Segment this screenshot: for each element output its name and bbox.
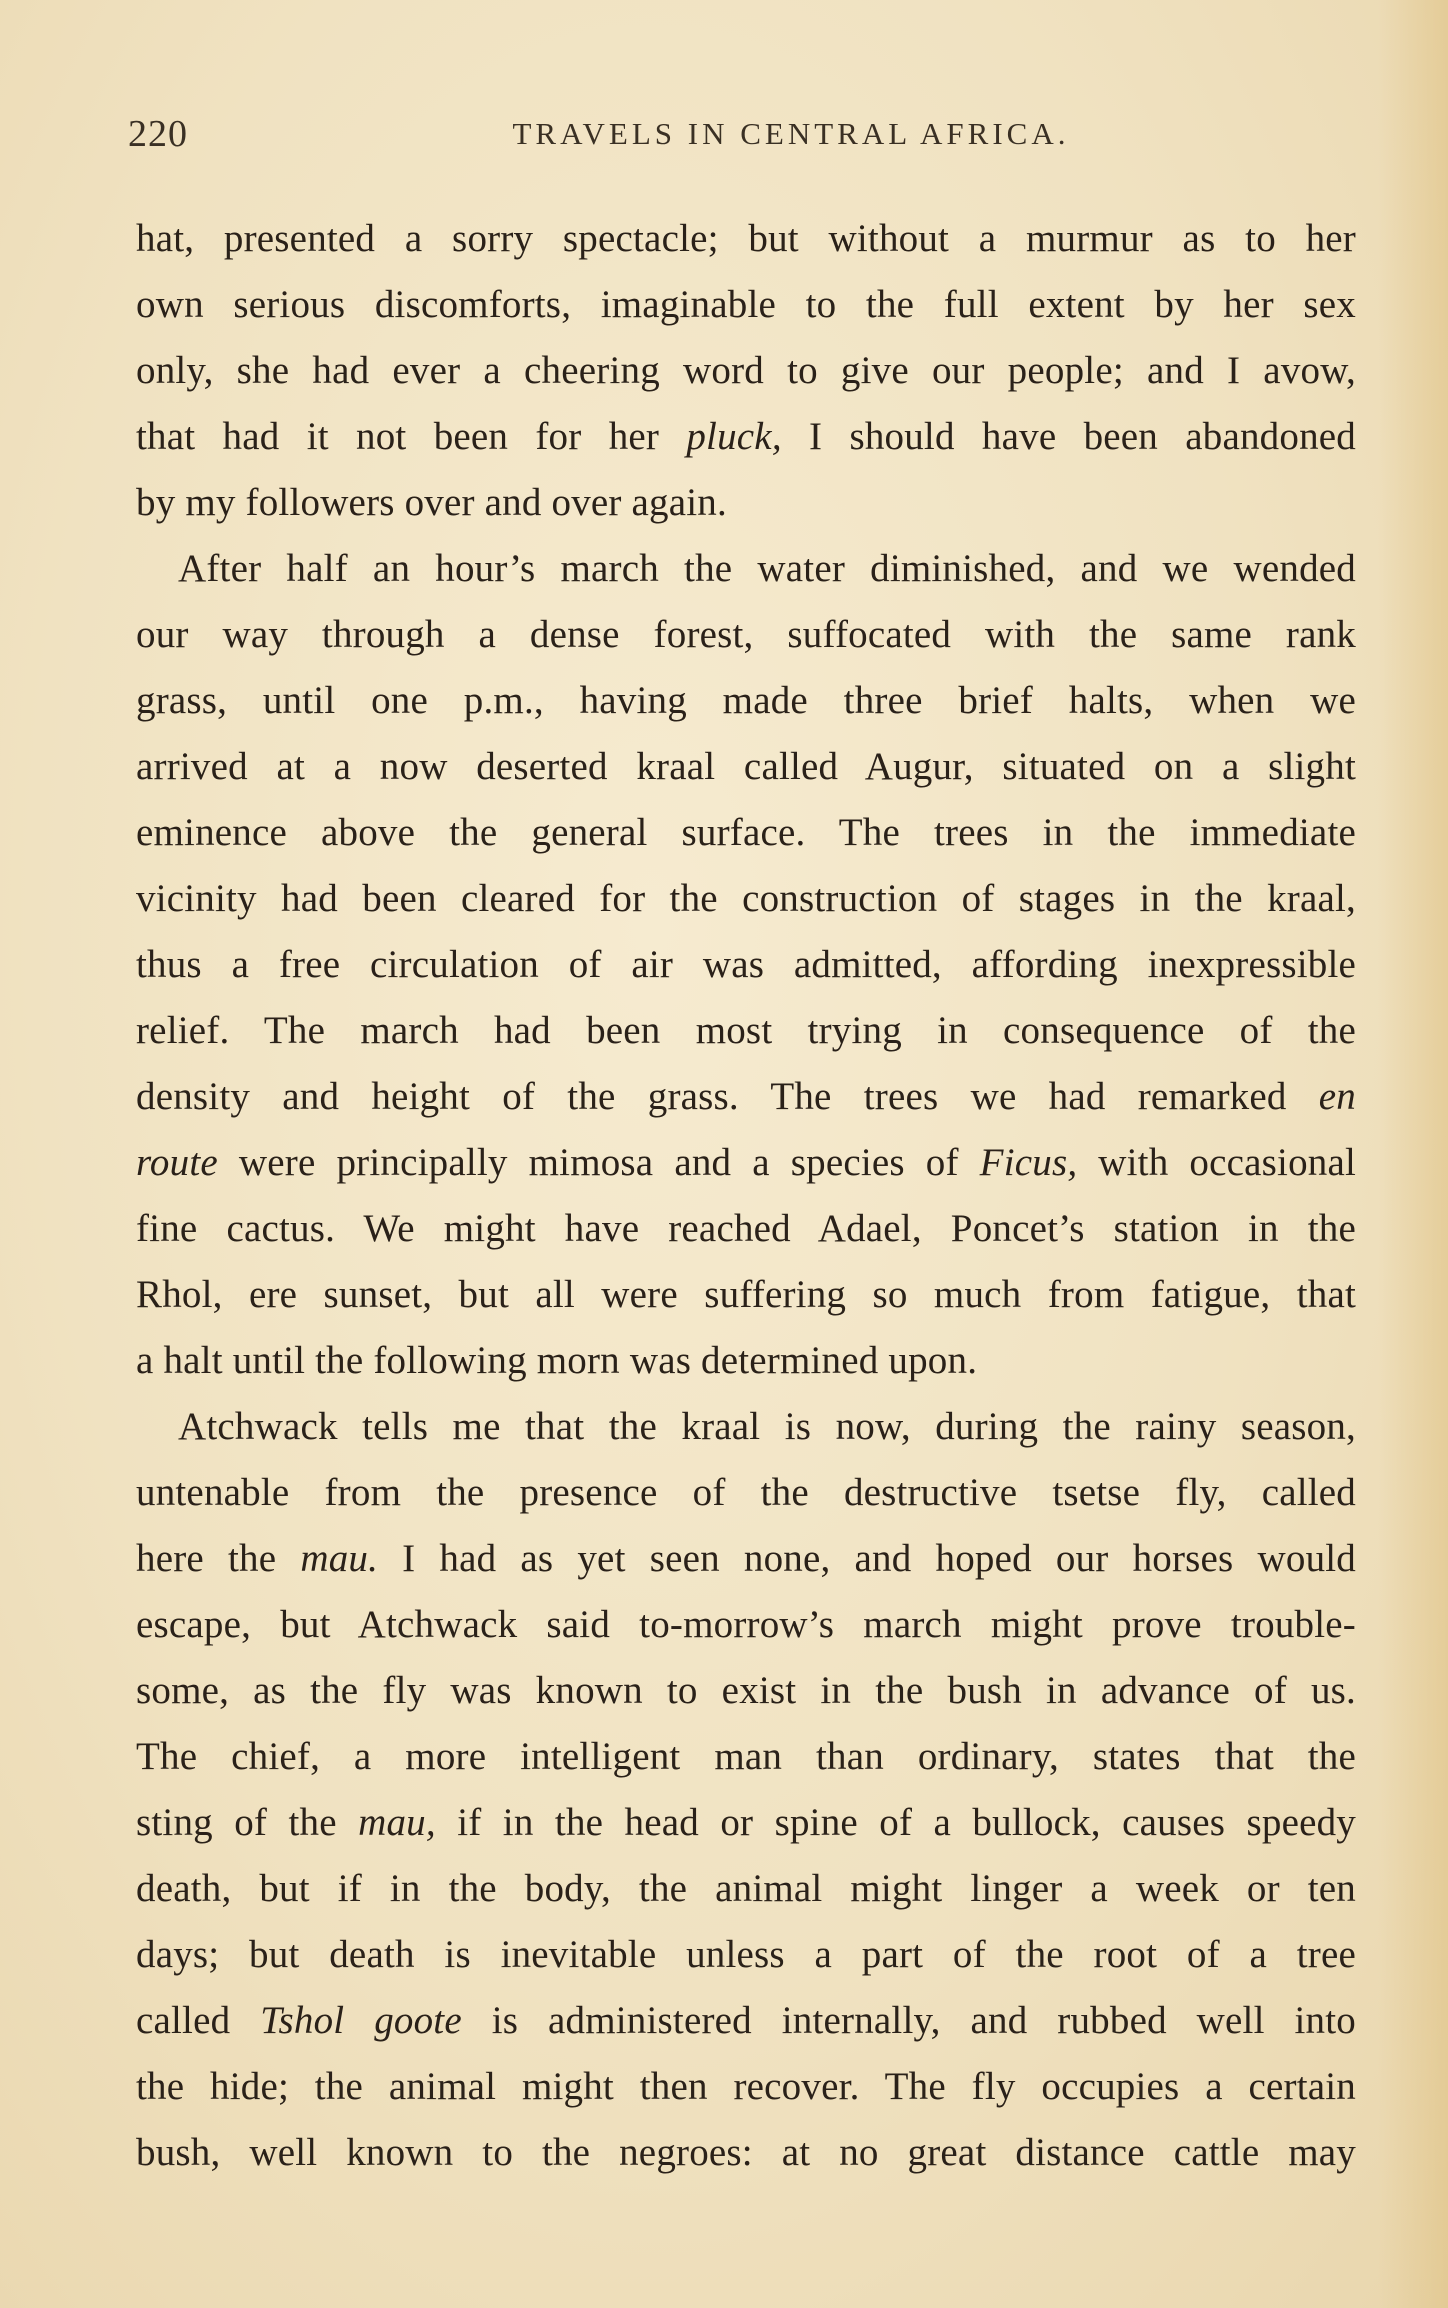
text-line bbox=[136, 932, 1356, 998]
italic-text: Ficus, bbox=[979, 1141, 1078, 1184]
text-line bbox=[136, 866, 1356, 932]
text-segment: untenable from the presence of the destructive tsetse fly, called bbox=[136, 1471, 1356, 1514]
text-segment: only, she had ever a cheering word to give our people; and I avow, bbox=[136, 349, 1356, 392]
text-segment: if in the head or spine of a bullock, causes speedy bbox=[435, 1801, 1356, 1844]
text-line bbox=[136, 1130, 1356, 1196]
text-segment: fine cactus. We might have reached Adael, Poncet’s station in the bbox=[136, 1207, 1356, 1250]
text-segment: sting of the bbox=[136, 1801, 359, 1844]
text-line bbox=[136, 602, 1356, 668]
text-line bbox=[136, 998, 1356, 1064]
text-line bbox=[136, 1526, 1356, 1592]
text-line bbox=[136, 1988, 1356, 2054]
text-line bbox=[136, 734, 1356, 800]
text-segment: hat, presented a sorry spectacle; but without a murmur as to her bbox=[136, 217, 1356, 260]
italic-text: mau. bbox=[300, 1537, 379, 1580]
text-line bbox=[136, 1922, 1356, 1988]
text-line bbox=[136, 1328, 1356, 1394]
text-line bbox=[136, 1196, 1356, 1262]
text-segment: with occasional bbox=[1077, 1141, 1357, 1184]
text-segment: our way through a dense forest, suffocated with the same rank bbox=[136, 613, 1356, 656]
text-line bbox=[136, 272, 1356, 338]
text-segment: density and height of the grass. The trees we had remarked bbox=[136, 1075, 1319, 1118]
page-header bbox=[128, 112, 1364, 162]
text-segment: own serious discomforts, imaginable to the full extent by her sex bbox=[136, 283, 1356, 326]
text-line bbox=[136, 1790, 1356, 1856]
text-segment: relief. The march had been most trying in consequence of the bbox=[136, 1009, 1356, 1052]
text-segment: Rhol, ere sunset, but all were suffering so much from fatigue, that bbox=[136, 1273, 1356, 1316]
text-line bbox=[136, 1262, 1356, 1328]
text-segment: days; but death is inevitable unless a part of the root of a tree bbox=[136, 1933, 1356, 1976]
text-segment: eminence above the general surface. The trees in the immediate bbox=[136, 811, 1356, 854]
page-edge-shading bbox=[1378, 0, 1448, 2308]
text-segment: the hide; the animal might then recover. The fly occupies a certain bbox=[136, 2065, 1356, 2108]
text-segment: Atchwack tells me that the kraal is now, during the rainy season, bbox=[178, 1405, 1356, 1448]
italic-text: route bbox=[136, 1141, 218, 1184]
text-segment: The chief, a more intelligent man than ordinary, states that the bbox=[136, 1735, 1356, 1778]
text-segment: escape, but Atchwack said to-morrow’s march might prove trouble- bbox=[136, 1603, 1356, 1646]
text-line bbox=[136, 2054, 1356, 2120]
text-line bbox=[136, 2120, 1356, 2186]
italic-text: en bbox=[1318, 1075, 1356, 1118]
text-line bbox=[136, 404, 1356, 470]
text-line bbox=[136, 1394, 1356, 1460]
text-line bbox=[136, 1856, 1356, 1922]
text-line bbox=[136, 1460, 1356, 1526]
running-head: TRAVELS IN CENTRAL AFRICA. bbox=[512, 116, 1070, 151]
text-segment: called bbox=[136, 1999, 261, 2042]
text-line bbox=[136, 800, 1356, 866]
text-segment: I had as yet seen none, and hoped our horses would bbox=[378, 1537, 1356, 1580]
text-segment: some, as the fly was known to exist in the bush in advance of us. bbox=[136, 1669, 1356, 1712]
text-segment: is administered internally, and rubbed well into bbox=[461, 1999, 1356, 2042]
text-segment: by my followers over and over again. bbox=[136, 481, 727, 524]
text-line bbox=[136, 1592, 1356, 1658]
text-line bbox=[136, 536, 1356, 602]
text-line bbox=[136, 1658, 1356, 1724]
text-line bbox=[136, 206, 1356, 272]
text-line bbox=[136, 470, 1356, 536]
text-line bbox=[136, 1724, 1356, 1790]
text-segment: a halt until the following morn was determined upon. bbox=[136, 1339, 978, 1382]
text-segment: grass, until one p.m., having made three brief halts, when we bbox=[136, 679, 1356, 722]
text-segment: were principally mimosa and a species of bbox=[217, 1141, 980, 1184]
text-segment: arrived at a now deserted kraal called Augur, situated on a slight bbox=[136, 745, 1356, 788]
text-segment: that had it not been for her bbox=[136, 415, 687, 458]
text-line bbox=[136, 668, 1356, 734]
text-line bbox=[136, 338, 1356, 404]
page-number: 220 bbox=[128, 113, 188, 155]
text-segment: I should have been abandoned bbox=[781, 415, 1356, 458]
text-segment: thus a free circulation of air was admitted, affording inexpressible bbox=[136, 943, 1356, 986]
text-segment: After half an hour’s march the water diminished, and we wended bbox=[178, 547, 1356, 590]
text-segment: bush, well known to the negroes: at no great distance cattle may bbox=[136, 2131, 1356, 2174]
text-segment: vicinity had been cleared for the construction of stages in the kraal, bbox=[136, 877, 1356, 920]
italic-text: pluck, bbox=[686, 415, 782, 458]
italic-text: Tshol goote bbox=[260, 1999, 462, 2042]
text-segment: here the bbox=[136, 1537, 301, 1580]
text-segment: death, but if in the body, the animal might linger a week or ten bbox=[136, 1867, 1356, 1910]
body-text bbox=[136, 206, 1356, 2186]
italic-text: mau, bbox=[358, 1801, 436, 1844]
text-line bbox=[136, 1064, 1356, 1130]
